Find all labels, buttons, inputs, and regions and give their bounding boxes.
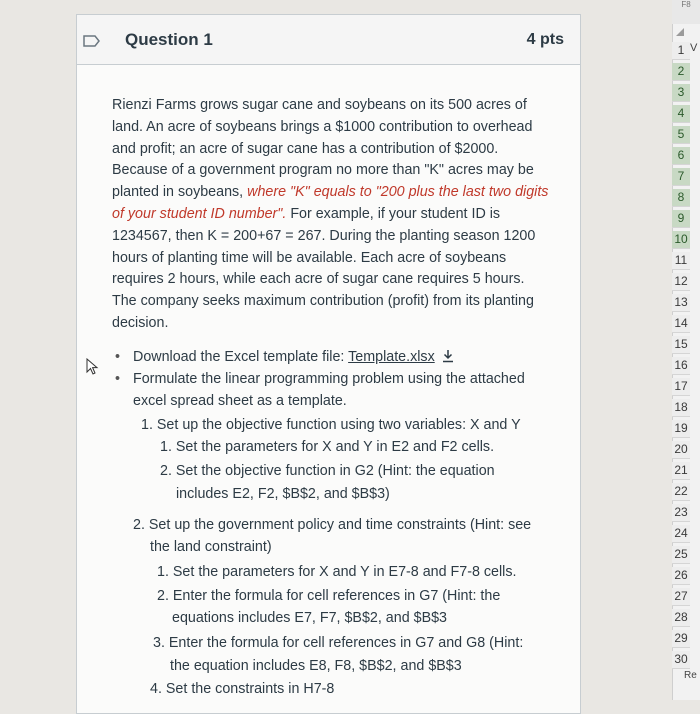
paragraph-line: hours of planting time will be available. Each acre of soybeans bbox=[112, 249, 507, 266]
step-2-3: 3. Enter the formula for cell references in G7 and G8 (Hint: bbox=[153, 635, 524, 651]
row-header[interactable]: 6 bbox=[672, 147, 690, 165]
row-header[interactable]: 11 bbox=[672, 252, 690, 270]
row-header[interactable]: 4 bbox=[672, 105, 690, 123]
download-icon[interactable] bbox=[441, 349, 455, 363]
question-title: Question 1 bbox=[125, 30, 213, 49]
row-header[interactable]: 24 bbox=[672, 525, 690, 543]
instructions-list bbox=[112, 347, 572, 412]
row-header[interactable]: 27 bbox=[672, 588, 690, 606]
row-header[interactable]: 10 bbox=[672, 231, 690, 249]
paragraph-text: For example, if your student ID is bbox=[286, 205, 501, 222]
paragraph-line bbox=[112, 182, 572, 204]
paragraph-text: planted in soybeans, bbox=[112, 184, 248, 201]
question-points: 4 pts bbox=[526, 31, 564, 48]
row-header[interactable]: 26 bbox=[672, 567, 690, 585]
paragraph-line: land. An acre of soybeans brings a $1000 contribution to overhead bbox=[112, 118, 533, 135]
row-header[interactable]: 17 bbox=[672, 378, 690, 396]
mouse-pointer-icon bbox=[86, 358, 100, 376]
row-header[interactable]: 1 bbox=[672, 42, 690, 60]
row-header[interactable]: 22 bbox=[672, 483, 690, 501]
list-item bbox=[112, 369, 572, 413]
step-2: 2. Set up the government policy and time constraints (Hint: see bbox=[133, 517, 532, 533]
row-header[interactable]: 12 bbox=[672, 273, 690, 291]
template-download-link[interactable]: Template.xlsx bbox=[348, 349, 435, 365]
flag-question-icon[interactable] bbox=[83, 35, 101, 47]
step-2-3-cont: the equation includes E8, F8, $B$2, and $B$3 bbox=[170, 658, 462, 674]
step-2-4: 4. Set the constraints in H7-8 bbox=[150, 681, 335, 697]
row-header[interactable]: 25 bbox=[672, 546, 690, 564]
row-header[interactable]: 9 bbox=[672, 210, 690, 228]
question-header bbox=[77, 15, 580, 65]
paragraph-line: requires 2 hours, while each acre of sugar cane requires 5 hours. bbox=[112, 271, 525, 288]
step-2-cont: the land constraint) bbox=[150, 539, 272, 555]
status-bar-text: Re bbox=[684, 670, 697, 681]
row-header[interactable]: 15 bbox=[672, 336, 690, 354]
formulate-text: excel spread sheet as a template. bbox=[133, 392, 347, 409]
k-definition-highlight-cont: of your student ID number". bbox=[112, 205, 287, 222]
paragraph-line: and profit; an acre of sugar cane has a contribution of $2000. bbox=[112, 140, 499, 157]
step-2-2-cont: equations includes E7, F7, $B$2, and $B$3 bbox=[172, 610, 448, 626]
step-1-2-cont: includes E2, F2, $B$2, and $B$3) bbox=[176, 486, 390, 502]
step-2-1: 1. Set the parameters for X and Y in E7-8 and F7-8 cells. bbox=[157, 564, 517, 580]
paragraph-line bbox=[112, 204, 572, 226]
row-header[interactable]: 2 bbox=[672, 63, 690, 81]
step-1-1: 1. Set the parameters for X and Y in E2 and F2 cells. bbox=[160, 439, 495, 455]
paragraph-line: Because of a government program no more than "K" acres may be bbox=[112, 162, 534, 179]
k-definition-highlight: where "K" equals to "200 plus the last two digits bbox=[247, 184, 549, 201]
row-header[interactable]: 19 bbox=[672, 420, 690, 438]
step-1-2: 2. Set the objective function in G2 (Hint: the equation bbox=[160, 463, 495, 479]
row-header[interactable]: 30 bbox=[672, 651, 690, 669]
step-1: 1. Set up the objective function using two variables: X and Y bbox=[141, 417, 521, 433]
problem-paragraph bbox=[112, 95, 572, 335]
paragraph-line: decision. bbox=[112, 314, 169, 331]
row-header[interactable]: 14 bbox=[672, 315, 690, 333]
row-header[interactable]: 7 bbox=[672, 168, 690, 186]
select-all-corner[interactable] bbox=[676, 28, 684, 36]
row-header[interactable]: 20 bbox=[672, 441, 690, 459]
cell-reference: F8 bbox=[672, 0, 700, 24]
column-header[interactable]: V bbox=[690, 42, 698, 54]
row-header[interactable]: 23 bbox=[672, 504, 690, 522]
formulate-text: • Formulate the linear programming problem using the attached bbox=[133, 370, 525, 387]
row-header[interactable]: 8 bbox=[672, 189, 690, 207]
row-header[interactable]: 13 bbox=[672, 294, 690, 312]
list-item bbox=[112, 347, 572, 369]
row-header[interactable]: 28 bbox=[672, 609, 690, 627]
paragraph-line: Rienzi Farms grows sugar cane and soybeans on its 500 acres of bbox=[112, 97, 527, 113]
paragraph-line: 1234567, then K = 200+67 = 267. During the planting season 1200 bbox=[112, 227, 536, 244]
download-label: Download the Excel template file: bbox=[133, 349, 349, 365]
row-header[interactable]: 21 bbox=[672, 462, 690, 480]
row-header[interactable]: 29 bbox=[672, 630, 690, 648]
step-2-2: 2. Enter the formula for cell references in G7 (Hint: the bbox=[157, 588, 501, 604]
row-header[interactable]: 5 bbox=[672, 126, 690, 144]
row-header[interactable]: 3 bbox=[672, 84, 690, 102]
row-header[interactable]: 16 bbox=[672, 357, 690, 375]
paragraph-line: The company seeks maximum contribution (profit) from its planting bbox=[112, 293, 534, 310]
row-header[interactable]: 18 bbox=[672, 399, 690, 417]
